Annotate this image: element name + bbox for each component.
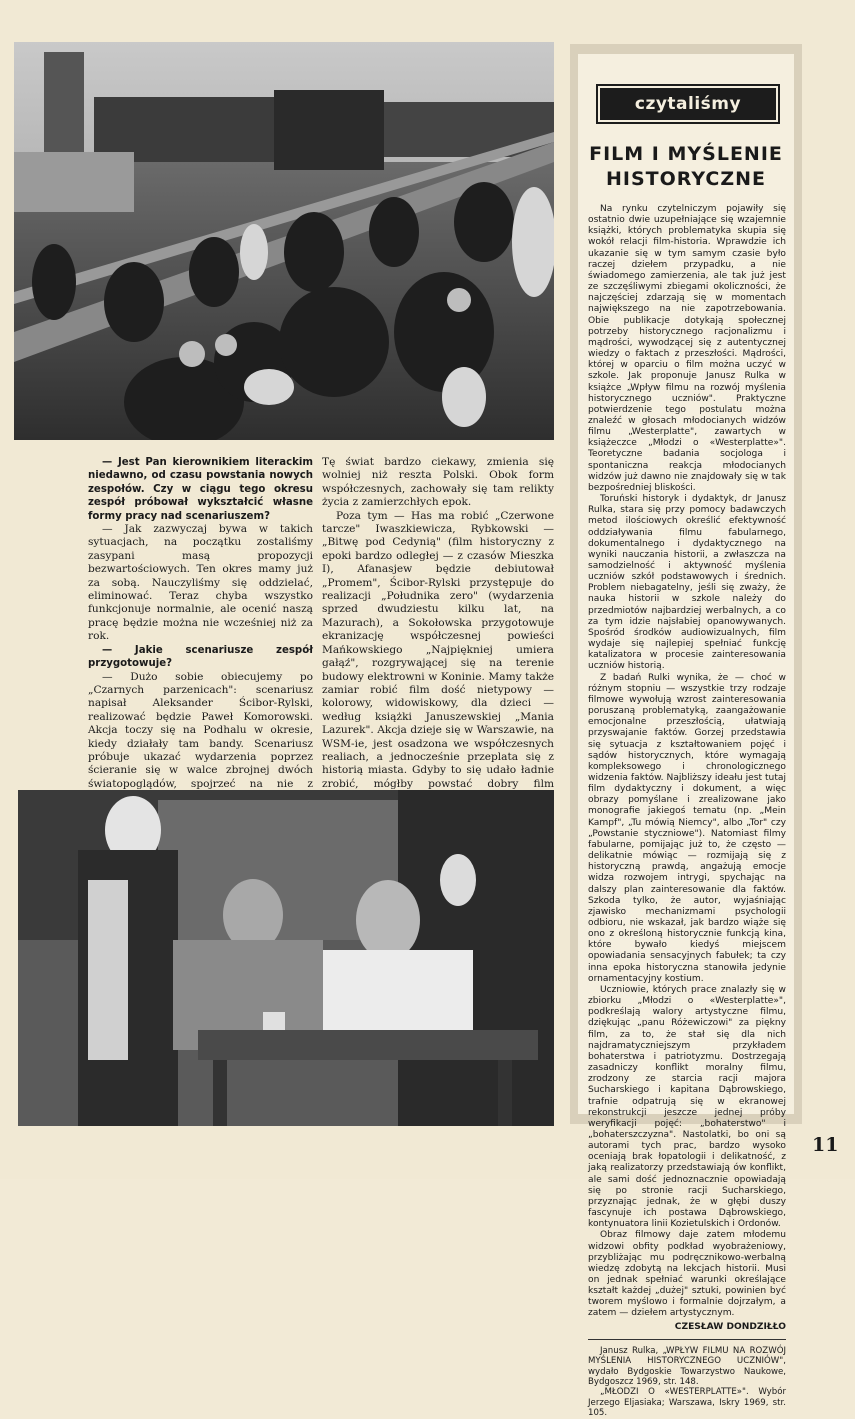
interview-question: — Jest Pan kierownikiem literackim niedawno, od czasu powstania nowych zespołów. Czy w ciągu tego okresu zespół próbował wykształcić własne formy pracy nad scenariuszem? xyxy=(88,457,313,522)
article-title-line1: FILM I MYŚLENIE xyxy=(589,143,783,165)
interview-answer: Poza tym — Has ma robić „Czerwone tarcze" Iwaszkiewicza, Rybkowski — „Bitwę pod Cedynią" (film historyczny z epoki bardzo odległej — z czasów Mieszka I), Afanasjew będzie debiutował „Promem", Ścibor-Rylski przystępuje do realizacji „Południka zero" (wydarzenia sprzed dwudziestu kilku lat, na Mazurach), a Sokołowska przygotowuje ekranizację współczesnej powieści Mańkowskiego „Najpiękniej umiera gałąź", rozgrywającej się na terenie budowy elektrowni w Koninie. Mamy także zamiar robić film dość nietypowy — kolorowy, widowiskowy, dla dzieci — według książki Januszewskiej „Mania Lazurek". Akcja dzieje się w Warszawie, na WSM-ie, jest osadzona we współczesnych realiach, a jednocześnie przeplata się z historią miasta. Gdyby to się udało ładnie zrobić, mógłby powstać dobry film xyxy=(322,509,554,790)
footnote-divider xyxy=(588,1339,786,1340)
review-paragraph: Obraz filmowy daje zatem młodemu widzowi obfity podkład wyobrażeniowy, przybliżając mu podręcznikowo-werbalną wiedzę zdobytą na lekcjach historii. Musi on jednak spełniać warunki określające kształt każdej „dużej" sztuki, powinien być tworem myślowo i formalnie dojrzałym, a zatem — dziełem artystycznym. xyxy=(588,1230,786,1319)
review-paragraph: Uczniowie, których prace znalazły się w zbiorku „Młodzi o «Westerplatte»", podkreślają walory artystyczne filmu, dziękując „panu Różewiczowi" za piękny film, za to, że stał się dla nich najdramatyczniejszym przykładem bohaterstwa i patriotyzmu. Dostrzegają zasadniczy konflikt moralny filmu, zrodzony ze starcia racji majora Sucharskiego i kapitana Dąbrowskiego, trafnie odpatrują się w ekranowej rekonstrukcji jeszcze jednej próby weryfikacji pojęć: „bohaterstwo" i „bohaterszczyzna". Nastolatki, bo oni są autorami tych prac, bardzo wysoko oceniają brak łopatologii i delikatność, z jaką realizatorzy przedstawiają ów konflikt, ale sami dość jednoznacznie opowiadają się po stronie racji Sucharskiego, przyznając jednak, że w głębi duszy fascynuje ich postawa Dąbrowskiego, kontynuatora linii Kozietulskich i Ordonów. xyxy=(588,984,786,1230)
photo-railway-station-crowd-image xyxy=(14,42,554,440)
review-body xyxy=(588,204,786,1419)
review-paragraph: Z badań Rulki wynika, że — choć w różnym stopniu — wszystkie trzy rodzaje filmowe wywołują wzrost zainteresowania poruszaną problematyką, zaangażowanie emocjonalne przeszłością, ułatwiają przyswajanie faktów. Gorzej przedstawia się sytuacja z kształtowaniem pojęć i sądów historycznych, które wymagają kompleksowego i chronologicznego widzenia faktów. Najbliższy ideału jest tutaj film dydaktyczny i dokument, a więc obrazy pomyślane i zrealizowane jako monografie jakiegoś tematu (np. „Mein Kampf", „Tu mówią Niemcy", albo „Tor" czy „Powstanie styczniowe"). Natomiast filmy fabularne, pomijając już to, że często — delikatnie mówiąc — rozmijają się z historyczną prawdą, angażują emocje widza rozwojem intrygi, spychając na dalszy plan zainteresowanie dla faktów. Szkoda tylko, że autor, wyjaśniając zjawisko mechanizmami psychologii odbioru, nie wskazał, jak bardzo wiąże się ono z określoną historycznie funkcją kina, które bywało kiedyś miejscem opowiadania sensacyjnych fabułek; ta czy inna epoka historyczna stanowiła jedynie ornamentacyjny kostium. xyxy=(588,672,786,984)
review-author: CZESŁAW DONDZIŁŁO xyxy=(674,1321,786,1332)
review-paragraph: Toruński historyk i dydaktyk, dr Janusz Rulka, stara się przy pomocy badawczych metod ilościowych określić efektywność oddziaływania filmu fabularnego, dokumentalnego i dydaktycznego na wyniki nauczania historii, a zwłaszcza na samodzielność i aktywność myślenia uczniów szkół podstawowych i średnich. Problem niebagatelny, jeśli się zważy, że nauka historii w szkole należy do przedmiotów najbardziej werbalnych, a co za tym idzie najsłabiej opanowywanych. Spośród środków audiowizualnych, film wydaje się najlepiej spełniać funkcję katalizatora w procesie zainteresowania uczniów historią. xyxy=(588,494,786,672)
review-paragraph: Na rynku czytelniczym pojawiły się ostatnio dwie uzupełniające się wzajemnie książki, których problematyka skupia się wokół relacji film-historia. Wprawdzie ich ukazanie się w tym samym czasie było raczej dziełem przypadku, a nie świadomego zamierzenia, ale tak już jest ze szczęśliwymi zbiegami okoliczności, że najczęściej zdarzają się w momentach największego na nie zapotrzebowania. Obie publikacje dotykają społecznej potrzeby historycznego racjonalizmu i mądrości, wywodzącej się z autentycznej wiedzy o faktach z przeszłości. Mądrości, której w oparciu o film można uczyć w szkole. Jak proponuje Janusz Rulka w książce „Wpływ filmu na rozwój myślenia historycznego uczniów". Praktyczne potwierdzenie tego postulatu można znaleźć w głosach młodocianych widzów filmu „Westerplatte", zawartych w książeczce „Młodzi o «Westerplatte»". Teoretyczne badania socjologa i spontaniczna reakcja młodocianych widzów już dawno nie znajdowały się w tak bezpośredniej bliskości. xyxy=(588,204,786,493)
page-number: 11 xyxy=(812,1134,839,1156)
article-title xyxy=(588,142,784,192)
interview-answer: — Jak zazwyczaj bywa w takich sytuacjach, na początku zostaliśmy zasypani masą propozycji bezwartościowych. Ten okres mamy już za sobą. Nauczyliśmy się oddzielać, eliminować. Teraz chyba wszystko funkcjonuje normalnie, ale ocenić naszą pracę będzie można nie wcześniej niż za rok. xyxy=(88,523,313,643)
review-sidebar xyxy=(570,44,802,1419)
photo-railway-station-crowd xyxy=(14,42,554,440)
article-title-line2: HISTORYCZNE xyxy=(605,168,767,190)
interview-answer-continued: Tę świat bardzo ciekawy, zmienia się wolniej niż reszta Polski. Obok form współczesnych, zachowały się tam relikty życia z zamierzchłych epok. xyxy=(322,456,554,509)
photo-film-still-two-men-image xyxy=(18,790,554,1126)
rubric-label: czytaliśmy xyxy=(600,88,776,120)
interview-question: — Jakie scenariusze zespół przygotowuje? xyxy=(88,644,313,670)
review-sidebar-panel xyxy=(578,54,794,1419)
photo-film-still-two-men xyxy=(18,790,554,1126)
interview-answer: — Dużo sobie obiecujemy po „Czarnych parzenicach": scenariusz napisał Aleksander Ścibor-Rylski, realizować będzie Paweł Komorowski. Akcja toczy się na Podhalu w okresie, kiedy działały tam bandy. Scenariusz próbuje ukazać wydarzenia poprzez ścieranie się w walce zbrojnej dwóch światopoglądów, spojrzeć na nie z xyxy=(88,670,313,790)
footnote: „MŁODZI O «WESTERPLATTE»". Wybór Jerzego Eljasiaka; Warszawa, Iskry 1969, str. 105. xyxy=(588,1387,786,1419)
footnote: Janusz Rulka, „WPŁYW FILMU NA ROZWÓJ MYŚLENIA HISTORYCZNEGO UCZNIÓW", wydało Bydgoskie Towarzystwo Naukowe, Bydgoszcz 1969, str. 148. xyxy=(588,1345,786,1387)
